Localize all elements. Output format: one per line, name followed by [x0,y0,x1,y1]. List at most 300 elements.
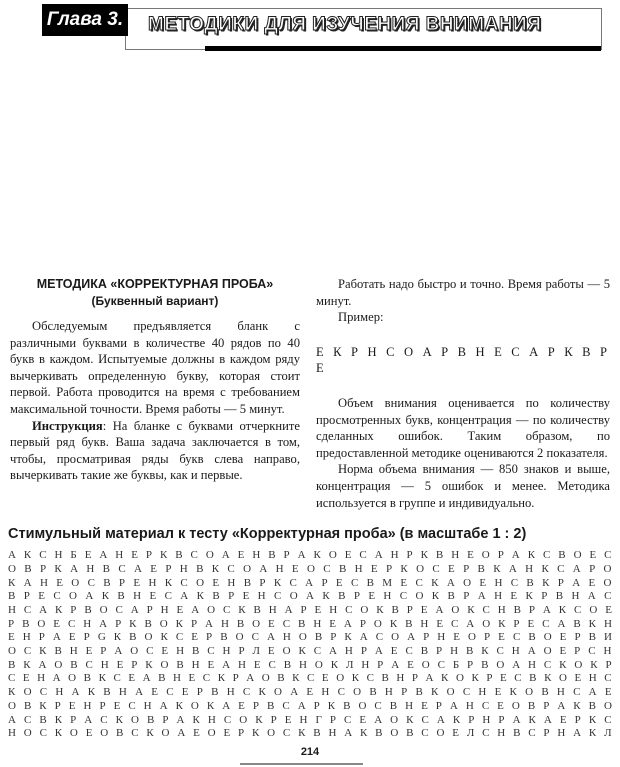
letter: А [512,658,521,671]
letter: А [52,631,61,644]
letter: Е [85,645,93,658]
letter: В [369,686,377,699]
letter: Р [385,562,393,575]
letter: Р [330,631,337,644]
letter: В [144,617,152,630]
letter: Р [232,672,239,685]
letter: О [336,672,345,685]
letter: С [415,576,423,589]
letter: С [274,590,282,603]
letter: Н [451,549,460,562]
letter: С [421,727,429,740]
letter: Н [344,645,353,658]
letter: Е [574,672,582,685]
letter: Е [207,658,215,671]
letter: Е [22,672,30,685]
letter: Н [83,617,92,630]
letter: Р [486,672,493,685]
letter: Е [176,603,184,616]
letter: В [343,699,351,712]
letter: С [202,672,211,685]
letter: О [421,658,430,671]
letter: Е [359,713,367,726]
letter: К [206,699,215,712]
letter: Р [377,658,384,671]
letter: К [431,686,439,699]
letter: С [166,686,174,699]
letter: К [330,658,339,671]
letter: В [116,727,124,740]
letter: О [160,658,169,671]
letter: С [543,658,552,671]
letter: О [252,617,261,630]
letter: Р [283,549,290,562]
letter: Р [313,699,320,712]
letter: В [513,603,521,616]
letter: О [131,713,139,726]
letter: С [85,658,93,671]
letter: О [543,631,552,644]
letter: Р [435,699,442,712]
letter: В [212,590,220,603]
letter: А [180,590,189,603]
letter: Р [513,617,520,630]
letter: В [146,713,155,726]
letter: Н [298,658,307,671]
letter: В [176,658,184,671]
letter: Е [242,590,250,603]
letter: Е [588,576,596,589]
letter: К [238,603,246,616]
letter: О [314,658,323,671]
letter: С [207,645,215,658]
letter: Е [53,617,61,630]
letter: Н [252,549,261,562]
letter: Е [267,645,275,658]
letter: К [406,713,414,726]
letter: С [87,576,95,589]
letter: Е [448,562,455,575]
letter: Е [604,686,612,699]
letter: Р [401,686,408,699]
letter: Р [162,713,169,726]
letter: С [573,686,581,699]
letter: Н [420,617,429,630]
letter: О [8,562,16,575]
letter: Р [498,713,505,726]
letter: А [425,672,434,685]
page-number-rule [240,763,363,765]
letter: О [482,617,491,630]
letter: В [283,658,292,671]
letter: Е [420,603,428,616]
letter: В [527,699,536,712]
letter: К [175,617,183,630]
letter: К [292,672,300,685]
letter: А [344,727,353,740]
letter: Р [206,631,213,644]
letter-row [8,577,612,591]
letter: В [22,617,30,630]
letter: В [220,631,228,644]
chapter-label: Глава 3. [42,4,128,36]
letter: Н [222,645,231,658]
letter: К [87,686,96,699]
letter: К [192,713,200,726]
letter: Е [128,672,136,685]
letter: О [68,672,77,685]
letter: К [344,631,352,644]
letter: В [313,727,321,740]
letter: А [23,576,32,589]
letter: А [508,562,517,575]
letter: В [447,590,455,603]
letter: Е [453,631,460,644]
letter: О [159,617,168,630]
letter: К [558,603,567,616]
letter: Н [268,603,277,616]
letter: Р [165,562,172,575]
letter: В [191,645,200,658]
letter: К [431,590,440,603]
letter: Н [497,603,506,616]
letter: Е [494,686,502,699]
letter: Р [359,617,366,630]
letter: Н [329,603,338,616]
letter: А [99,549,108,562]
letter: С [374,699,382,712]
letter: О [37,617,46,630]
letter: В [24,562,32,575]
letter: Н [22,631,31,644]
letter: Н [8,727,16,740]
letter: Е [500,672,507,685]
letter: Н [227,576,236,589]
letter: Е [188,672,196,685]
letter: О [436,727,445,740]
letter: А [511,549,520,562]
letter: Е [150,562,157,575]
letter: Н [54,549,63,562]
letter: В [541,686,549,699]
letter: В [389,699,398,712]
letter: К [527,549,536,562]
text-columns [0,276,620,511]
letter: К [145,658,153,671]
letter: С [512,631,521,644]
letter: С [588,645,596,658]
letter: Н [328,727,337,740]
letter: А [374,713,383,726]
letter: В [8,590,16,603]
letter: А [99,617,108,630]
letter: Р [70,603,77,616]
letter: О [415,590,424,603]
method-heading: МЕТОДИКА «КОРРЕКТУРНАЯ ПРОБА» [36,277,274,291]
letter: О [353,686,362,699]
letter: В [253,603,261,616]
letter: А [159,699,168,712]
letter: Н [571,590,580,603]
letter: Н [100,658,109,671]
letter: К [160,631,168,644]
letter: Р [238,727,245,740]
letter: Р [196,686,203,699]
letter: А [84,713,93,726]
description-paragraph: Обследуемым предъявляется бланк с различными буквами в количестве 40 рядов по 40 букв в каждом. Испытуемые должны в каждом ряду вычеркивать определенную букву, которая стоит первой. Работа проводится на время с требованием максимальной точности. Время работы — 5 минут. [10,319,300,416]
letter: Р [190,617,198,630]
letter: Е [238,699,245,712]
letter: Р [38,631,45,644]
letter: О [99,603,108,616]
letter: Н [437,631,446,644]
letter: С [8,672,16,685]
letter: В [314,631,323,644]
letter: О [360,603,369,616]
letter: С [451,617,459,630]
letter: А [329,645,337,658]
letter: О [451,603,460,616]
letter: А [572,576,581,589]
letter: Л [466,727,475,740]
letter: С [113,672,121,685]
letter: Р [468,713,475,726]
letter: В [338,590,346,603]
letter: Е [467,549,474,562]
letter-row [8,714,612,728]
letter: Н [179,562,188,575]
letter: Р [589,562,596,575]
letter: С [23,645,32,658]
letter: В [528,631,536,644]
letter: А [407,631,416,644]
letter: В [70,658,78,671]
letter: Р [557,576,564,589]
letter: О [543,645,552,658]
letter: С [405,645,413,658]
letter: К [196,590,204,603]
letter: Н [86,562,95,575]
letter: А [176,713,185,726]
letter-row [8,659,612,673]
stimulus-title: Стимульный материал к тесту «Корректурная проба» (в масштабе 1 : 2) [8,526,527,543]
letter: Б [452,658,460,671]
letter: Р [23,590,30,603]
letter-row [8,672,612,686]
letter: К [351,672,360,685]
letter: О [69,727,78,740]
letter: О [23,686,32,699]
letter: Е [510,590,518,603]
letter: Н [148,576,157,589]
letter: С [282,727,291,740]
letter: С [131,727,139,740]
letter: О [455,672,464,685]
letter: Р [406,603,413,616]
letter: С [437,658,445,671]
letter: А [343,617,352,630]
letter: Р [252,699,260,712]
letter: С [604,713,612,726]
letter: К [588,713,597,726]
letter: С [313,645,322,658]
letter-row [8,727,612,741]
letter: Е [133,576,141,589]
letter: В [211,686,219,699]
letter: А [114,645,123,658]
letter: Е [84,549,92,562]
letter: А [284,603,293,616]
letter: К [115,713,123,726]
letter: А [374,549,383,562]
letter: К [8,576,16,589]
letter: Е [436,617,444,630]
letter: Н [173,672,181,685]
letter: В [435,549,444,562]
letter: Р [118,576,126,589]
letter: О [589,603,598,616]
letter-row [8,563,612,577]
letter: О [205,549,214,562]
letter: Е [559,631,567,644]
chapter-title: МЕТОДИКИ ДЛЯ ИЗУЧЕНИЯ ВНИМАНИЯ [148,14,542,35]
letter: О [481,549,490,562]
letter: К [588,617,597,630]
instruction-paragraph [10,418,300,484]
letter: В [236,617,245,630]
letter: Р [541,590,548,603]
letter: К [101,590,110,603]
letter: В [83,672,92,685]
letter: О [239,713,248,726]
letter: А [39,603,48,616]
letter: К [54,713,63,726]
letter: С [242,686,251,699]
letter: А [588,686,597,699]
letter: G [97,631,106,644]
letter: Н [257,590,266,603]
letter-row [8,686,612,700]
letter: С [323,562,331,575]
letter: Р [423,631,430,644]
letter: С [432,562,440,575]
letter: А [542,603,551,616]
letter: Р [99,699,106,712]
letter: К [164,576,173,589]
letter: Р [259,576,266,589]
letter: Е [314,603,322,616]
letter: С [421,713,429,726]
letter: К [217,672,226,685]
letter: В [158,672,166,685]
letter: О [8,645,16,658]
letter: К [175,699,183,712]
letter: С [39,549,47,562]
letter: Р [574,713,581,726]
letter: О [446,686,455,699]
letter: Е [479,576,487,589]
letter: Е [193,727,200,740]
letter: К [23,549,32,562]
letter: Е [321,672,329,685]
letter: О [207,727,216,740]
letter: В [298,617,306,630]
letter: В [129,631,137,644]
letter: Е [253,658,261,671]
letter: Н [556,686,565,699]
letter: Р [83,631,90,644]
letter: Л [604,727,612,740]
letter: В [84,603,92,616]
letter: К [431,576,439,589]
letter: О [574,658,583,671]
letter: Е [306,686,314,699]
letter: Н [176,645,185,658]
letter: В [375,727,383,740]
letter: С [146,645,154,658]
letter: К [327,699,336,712]
letter: С [482,603,490,616]
letter: Л [252,645,260,658]
method-subheading: (Буквенный вариант) [91,294,219,308]
letter: Р [605,658,612,671]
letter: Н [39,576,48,589]
letter: Е [400,576,408,589]
letter: Р [145,549,152,562]
letter: Н [494,590,503,603]
letter: А [436,713,445,726]
letter: Р [497,549,504,562]
letter: С [496,645,504,658]
letter: А [374,645,383,658]
letter: В [267,699,275,712]
letter: К [573,699,581,712]
letter: С [190,549,198,562]
letter: С [115,603,123,616]
letter: Н [557,727,566,740]
letter: Р [484,631,491,644]
letter: Н [37,672,46,685]
letter: С [366,672,374,685]
letter: А [38,658,47,671]
letter-row [8,645,612,659]
letter: Н [511,645,520,658]
letter: Р [353,590,360,603]
letter: А [221,549,230,562]
letter: К [360,727,368,740]
letter: К [400,562,408,575]
letter: К [159,549,168,562]
letter: А [466,617,475,630]
letter: С [268,658,276,671]
letter: О [511,699,520,712]
letter: А [205,617,213,630]
letter: С [482,727,490,740]
letter: А [297,699,306,712]
letter: А [222,699,231,712]
letter: В [477,562,485,575]
letter: А [297,549,306,562]
letter: Е [149,590,157,603]
letter: В [102,562,110,575]
letter: Е [56,576,63,589]
letter: Е [329,617,336,630]
letter: Р [238,645,245,658]
letter: С [100,713,108,726]
letter: В [415,686,423,699]
letter: А [557,699,566,712]
instruction-label: Инструкция [32,418,103,433]
